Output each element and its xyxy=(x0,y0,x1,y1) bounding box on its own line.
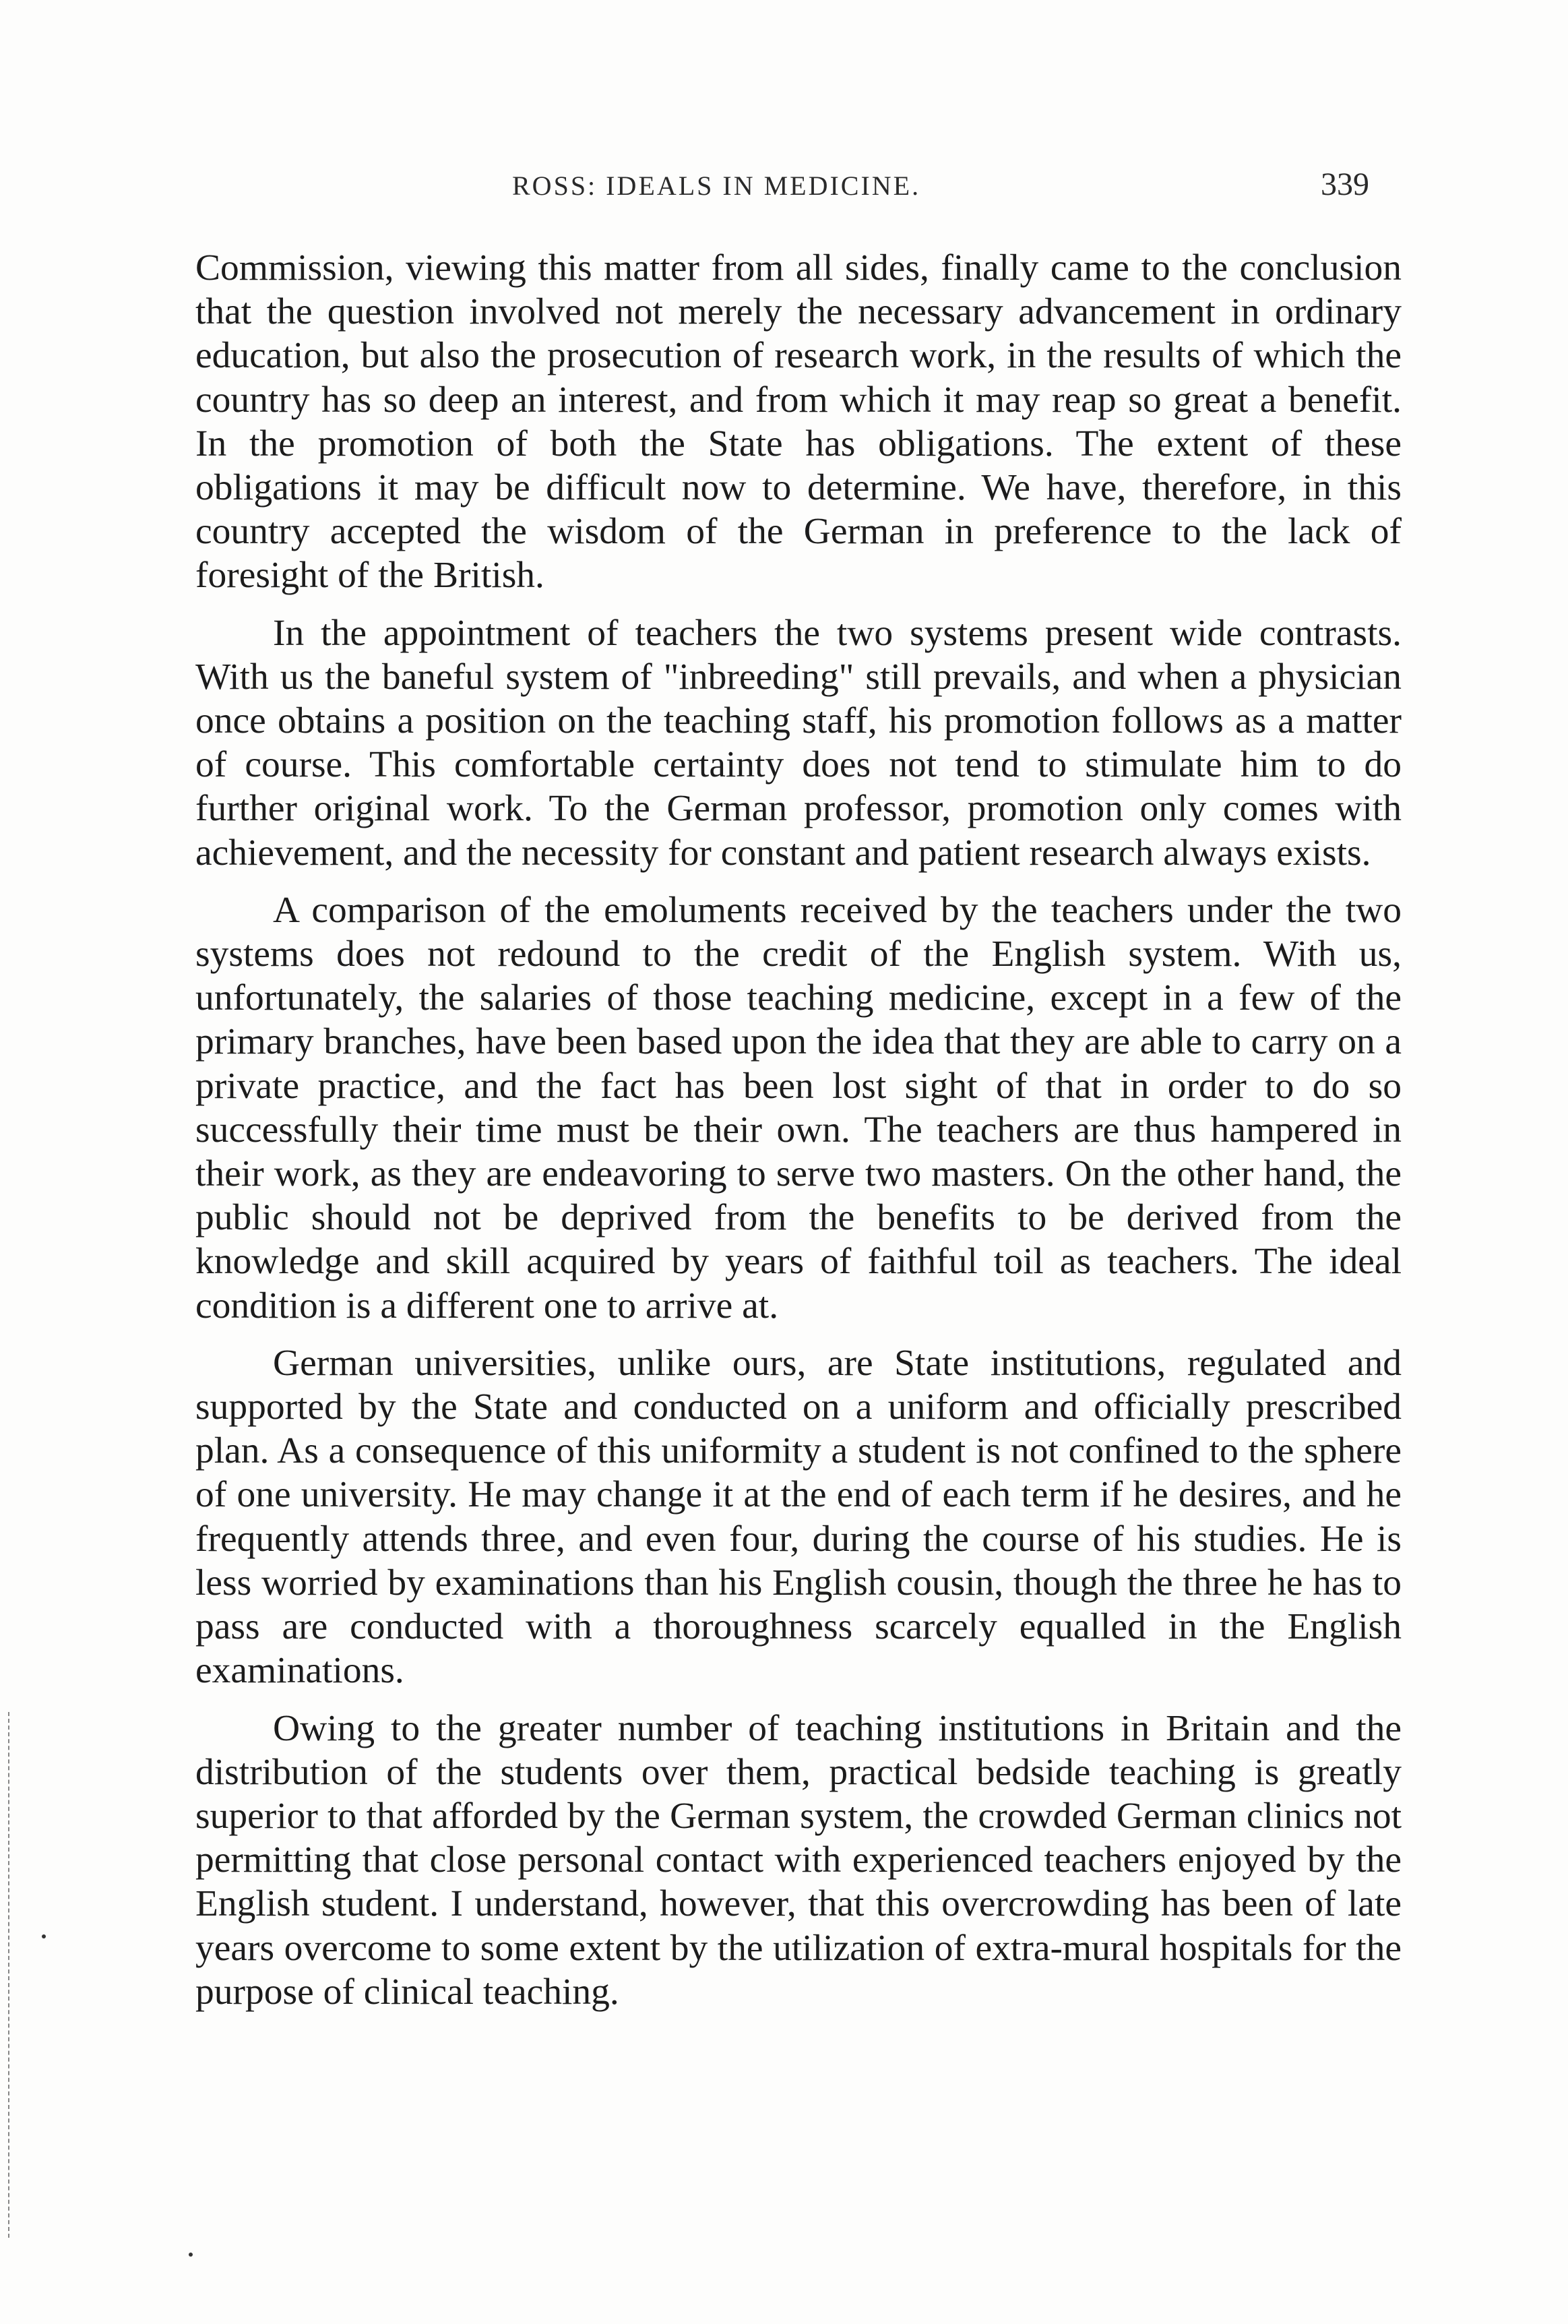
paragraph-1: Commission, viewing this matter from all sides, finally came to the conclusion that the question involved not merely the necessary advancement in ordinary education, but also the prosecution of research work, in the results of which the country has so deep an interest, and from which it may reap so great a benefit. In the promotion of both the State has obligations. The extent of these obligations it may be difficult now to determine. We have, therefore, in this country accepted the wisdom of the German in preference to the lack of foresight of the British. xyxy=(195,247,1402,597)
page-number: 339 xyxy=(1321,166,1369,202)
paragraph-4: German universities, unlike ours, are State institutions, regulated and supported by the State and conducted on a uniform and officially prescribed plan. As a consequence of this uniformity a student is not confined to the sphere of one university. He may change it at the end of each term if he desires, and he frequently attends three, and even four, during the course of his studies. He is less worried by examinations than his English cousin, though the three he has to pass are conducted with a thoroughness scarcely equalled in the English examinations. xyxy=(195,1342,1402,1692)
scan-artifact-dot xyxy=(189,2253,193,2257)
running-head: ROSS: IDEALS IN MEDICINE. xyxy=(512,171,921,201)
scan-artifact-dot xyxy=(42,1934,46,1938)
paragraph-2: In the appointment of teachers the two systems present wide contrasts. With us the baneful system of "inbreeding" still prevails, and when a physician once obtains a position on the teaching staff, his promotion follows as a matter of course. This comfortable certainty does not tend to stimulate him to do further original work. To the German professor, promotion only comes with achievement, and the necessity for constant and patient research always exists. xyxy=(195,612,1402,874)
scan-artifact-margin-line xyxy=(8,1712,11,2238)
paragraph-5: Owing to the greater number of teaching institutions in Britain and the distribution of the students over them, practical bedside teaching is greatly superior to that afforded by the German system, the crowded German clinics not permitting that close personal contact with experienced teachers enjoyed by the English student. I understand, however, that this overcrowding has been of late years overcome to some extent by the utilization of extra-mural hospitals for the purpose of clinical teaching. xyxy=(195,1707,1402,2013)
body-text xyxy=(195,246,1402,2027)
paragraph-3: A comparison of the emoluments received by the teachers under the two systems does not redound to the credit of the English system. With us, unfortunately, the salaries of those teaching medicine, except in a few of the primary branches, have been based upon the idea that they are able to carry on a private practice, and the fact has been lost sight of that in order to do so successfully their time must be their own. The teachers are thus hampered in their work, as they are endeavoring to serve two masters. On the other hand, the public should not be deprived from the benefits to be derived from the knowledge and skill acquired by years of faithful toil as teachers. The ideal condition is a different one to arrive at. xyxy=(195,889,1402,1326)
